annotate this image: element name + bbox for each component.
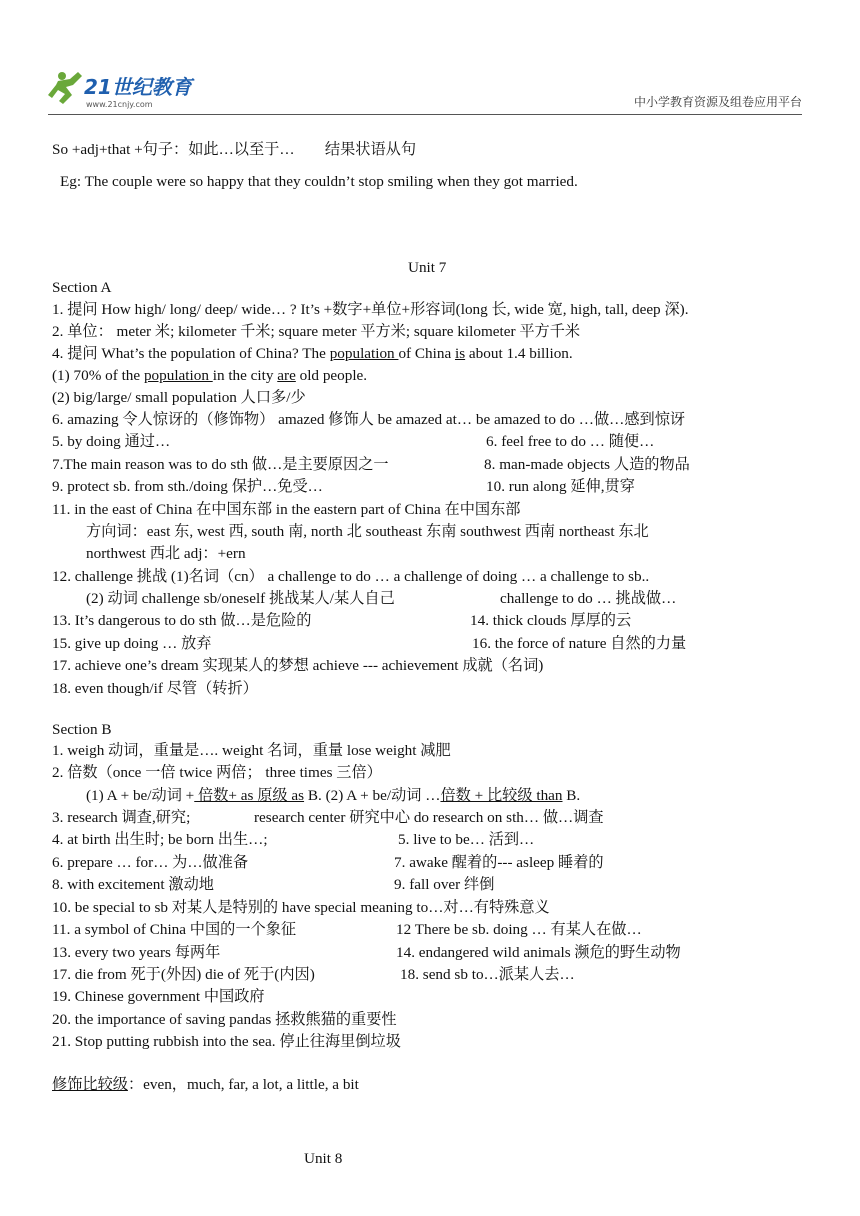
section-b-line: 21. Stop putting rubbish into the sea. 停止往海里倒垃圾: [52, 1033, 401, 1050]
section-b-line: 4. at birth 出生时; be born 出生…;: [52, 831, 268, 848]
section-b-line: 3. research 调查,研究;: [52, 809, 191, 826]
section-b-line: 10. be special to sb 对某人是特别的 have special meaning to…对…有特殊意义: [52, 899, 550, 916]
section-a-line: 17. achieve one’s dream 实现某人的梦想 achieve --- achievement 成就（名词): [52, 657, 544, 674]
svg-text:www.21cnjy.com: www.21cnjy.com: [86, 100, 153, 109]
section-b-line: 17. die from 死于(外因) die of 死于(内因): [52, 966, 315, 983]
section-a-line: 16. the force of nature 自然的力量: [472, 635, 687, 652]
page-header: [48, 66, 802, 115]
svg-text:21世纪教育: 21世纪教育: [84, 75, 192, 99]
section-a-line: 12. challenge 挑战 (1)名词（cn） a challenge to do … a challenge of doing … a challenge to sb..: [52, 568, 650, 585]
section-a-line: (2) 动词 challenge sb/oneself 挑战某人/某人自己: [86, 590, 395, 607]
text-segment: old people.: [295, 367, 368, 384]
section-b-line: 12 There be sb. doing … 有某人在做…: [396, 921, 642, 938]
section-a-line: 13. It’s dangerous to do sth 做…是危险的: [52, 612, 312, 629]
modifier-line: [52, 1075, 359, 1095]
header-tagline: 中小学教育资源及组卷应用平台: [633, 95, 802, 109]
underlined-text: is: [454, 345, 466, 362]
section-a-line: 6. feel free to do … 随便…: [486, 433, 655, 450]
section-a-line: 18. even though/if 尽管（转折）: [52, 680, 258, 697]
section-a-line-population-2: [52, 366, 367, 386]
section-a-line: 1. 提问 How high/ long/ deep/ wide… ? It’s +数字+单位+形容词(long 长, wide 宽, high, tall, deep 深).: [52, 301, 689, 318]
section-a-line: (2) big/large/ small population 人口多/少: [52, 389, 306, 406]
section-b-line: 2. 倍数（once 一倍 twice 两倍； three times 三倍）: [52, 764, 382, 781]
intro-line-2: Eg: The couple were so happy that they couldn’t stop smiling when they got married.: [60, 173, 578, 190]
section-b-line: 11. a symbol of China 中国的一个象征: [52, 921, 297, 938]
section-a-line: 9. protect sb. from sth./doing 保护…免受…: [52, 478, 323, 495]
text-segment: (1) 70% of the: [52, 367, 144, 384]
underlined-text: population: [143, 367, 213, 384]
logo-icon: [48, 68, 218, 112]
text-segment: 4. 提问 What’s the population of China? The: [52, 345, 330, 362]
modifier-label: 修饰比较级: [52, 1076, 128, 1093]
section-b-line: research center 研究中心 do research on sth… 做…调查: [254, 809, 604, 826]
section-a-line-population: [52, 344, 573, 364]
section-a-title: Section A: [52, 279, 112, 296]
section-b-line: 14. endangered wild animals 濒危的野生动物: [396, 944, 681, 961]
section-a-line: 15. give up doing … 放弃: [52, 635, 212, 652]
text-segment: B.: [562, 787, 581, 804]
underlined-text: 倍数+ as 原级 as: [194, 787, 305, 804]
section-a-line: 8. man-made objects 人造的物品: [484, 456, 690, 473]
section-b-line: 13. every two years 每两年: [52, 944, 221, 961]
text-segment: of China: [398, 345, 455, 362]
section-a-line: 5. by doing 通过…: [52, 433, 171, 450]
intro-line-1: So +adj+that +句子：如此…以至于… 结果状语从句: [52, 141, 417, 158]
underlined-text: 倍数 + 比较级 than: [440, 787, 563, 804]
section-b-line: 8. with excitement 激动地: [52, 876, 214, 893]
text-segment: in the city: [212, 367, 278, 384]
section-b-title: Section B: [52, 721, 112, 738]
text-segment: (1) A + be/动词 +: [86, 787, 195, 804]
section-a-line: 10. run along 延伸,贯穿: [486, 478, 635, 495]
section-a-line: challenge to do … 挑战做…: [500, 590, 677, 607]
section-a-line: 11. in the east of China 在中国东部 in the eastern part of China 在中国东部: [52, 501, 521, 518]
unit7-title: Unit 7: [408, 259, 447, 276]
section-b-line: 18. send sb to…派某人去…: [400, 966, 575, 983]
section-b-line: 19. Chinese government 中国政府: [52, 988, 265, 1005]
underlined-text: are: [277, 367, 296, 384]
text-segment: about 1.4 billion.: [465, 345, 573, 362]
section-a-line: 方向词：east 东, west 西, south 南, north 北 southeast 东南 southwest 西南 northeast 东北: [86, 523, 649, 540]
underlined-text: population: [329, 345, 399, 362]
section-a-line: 2. 单位： meter 米; kilometer 千米; square meter 平方米; square kilometer 平方千米: [52, 323, 581, 340]
section-b-line: 6. prepare … for… 为…做准备: [52, 854, 249, 871]
text-segment: B. (2) A + be/动词 …: [304, 787, 441, 804]
section-a-line: northwest 西北 adj：+ern: [86, 545, 246, 562]
section-b-line: 9. fall over 绊倒: [394, 876, 495, 893]
section-a-line: 6. amazing 令人惊讶的（修饰物） amazed 修饰人 be amazed at… be amazed to do …做…感到惊讶: [52, 411, 686, 428]
section-a-line: 14. thick clouds 厚厚的云: [470, 612, 632, 629]
modifier-text: ：even，much, far, a lot, a little, a bit: [127, 1076, 359, 1093]
section-b-line: 5. live to be… 活到…: [398, 831, 535, 848]
section-b-line: 7. awake 醒着的--- asleep 睡着的: [394, 854, 604, 871]
section-b-line: 20. the importance of saving pandas 拯救熊猫的重要性: [52, 1011, 397, 1028]
section-a-line: 7.The main reason was to do sth 做…是主要原因之一: [52, 456, 389, 473]
section-b-line-multiple: [86, 786, 580, 806]
unit8-title: Unit 8: [304, 1150, 343, 1167]
section-b-line: 1. weigh 动词，重量是…. weight 名词，重量 lose weight 减肥: [52, 742, 451, 759]
